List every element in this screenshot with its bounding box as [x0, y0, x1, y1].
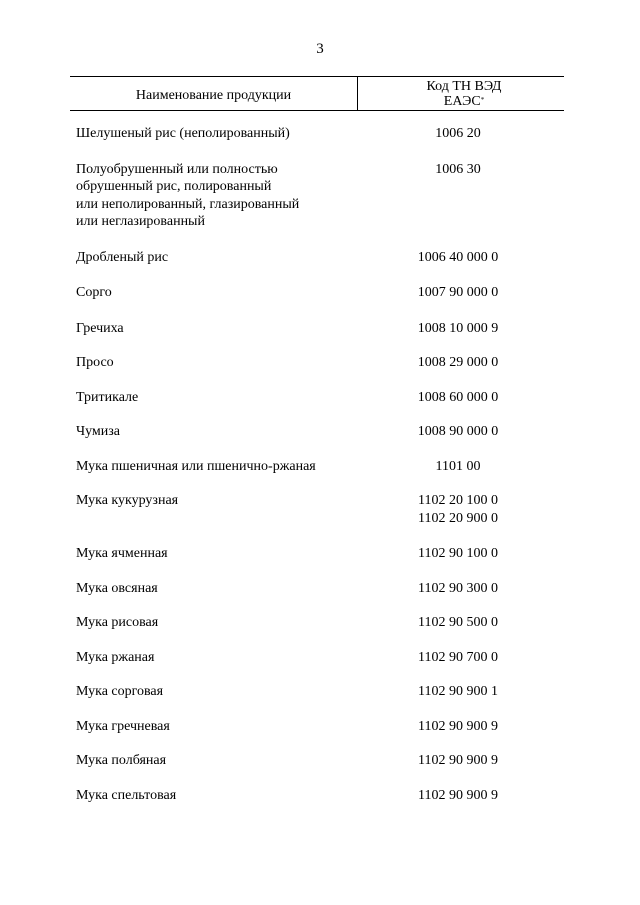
- table-row: [76, 718, 564, 736]
- product-code-line: 1006 20: [435, 126, 481, 141]
- table-row: [76, 614, 564, 632]
- table-row: [76, 249, 564, 267]
- product-code: [358, 458, 564, 476]
- product-code-line: 1102 20 100 0: [418, 493, 498, 508]
- product-name-line: Мука ячменная: [76, 546, 168, 561]
- product-name-line: Мука полбяная: [76, 753, 167, 768]
- product-code: [358, 492, 564, 527]
- product-name-line: Мука рисовая: [76, 615, 159, 630]
- product-name: [76, 320, 358, 338]
- product-name: [76, 125, 358, 143]
- product-name: [76, 545, 358, 563]
- product-code-line: 1102 90 300 0: [418, 580, 498, 596]
- table-row: [76, 354, 564, 372]
- product-code: [358, 683, 564, 701]
- product-name-line: Мука сорговая: [76, 684, 164, 699]
- product-code-line: 1008 10 000 9: [417, 320, 499, 336]
- product-name: [76, 423, 358, 441]
- product-code-line: 1102 90 900 1: [418, 684, 498, 699]
- product-code: [358, 580, 564, 598]
- table-row: [76, 580, 564, 598]
- product-name-line: Гречиха: [76, 320, 124, 336]
- product-name: [76, 649, 358, 667]
- product-name: [76, 284, 358, 302]
- product-code-line: 1102 90 100 0: [418, 546, 498, 561]
- page-number: 3: [316, 41, 324, 57]
- table-row: [76, 683, 564, 701]
- product-name: [76, 580, 358, 598]
- product-code-line: 1006 40 000 0: [417, 249, 499, 265]
- product-name-line: или неглазированный: [76, 214, 205, 229]
- product-code: [358, 354, 564, 372]
- table-header: [70, 76, 564, 111]
- header-code-line2: ЕАЭС*: [443, 93, 485, 109]
- table-row: [76, 161, 564, 231]
- table-row: [76, 458, 564, 476]
- header-product-code: [358, 77, 564, 110]
- table-row: [76, 492, 564, 527]
- product-code-line: 1102 90 500 0: [418, 615, 498, 630]
- product-name-line: Просо: [76, 355, 114, 370]
- product-name-line: Мука спельтовая: [76, 787, 177, 803]
- table-row: [76, 423, 564, 441]
- product-name-line: Сорго: [76, 285, 112, 300]
- product-code-line: 1101 00: [435, 458, 481, 474]
- product-code: [358, 718, 564, 736]
- product-name: [76, 752, 358, 770]
- product-name: [76, 718, 358, 736]
- footnote-mark: *: [480, 95, 485, 104]
- product-code: [358, 389, 564, 407]
- product-name-line: или неполированный, глазированный: [76, 196, 300, 212]
- product-name-line: Мука ржаная: [76, 649, 155, 665]
- product-code: [358, 320, 564, 338]
- table-row: [76, 320, 564, 338]
- product-code-line: 1008 29 000 0: [417, 355, 499, 370]
- product-name-line: Мука кукурузная: [76, 493, 179, 508]
- product-code: [358, 284, 564, 302]
- product-code: [358, 423, 564, 441]
- product-name-line: обрушенный рис, полированный: [76, 179, 272, 194]
- product-code-line: 1102 90 900 9: [418, 787, 498, 803]
- product-name-line: Тритикале: [76, 389, 139, 405]
- product-code: [358, 649, 564, 667]
- product-name: [76, 389, 358, 407]
- product-code-line: 1102 20 900 0: [418, 510, 498, 526]
- product-name-line: Мука пшеничная или пшенично-ржаная: [76, 458, 316, 474]
- product-code: [358, 161, 564, 231]
- product-name: [76, 787, 358, 805]
- table-row: [76, 752, 564, 770]
- product-code: [358, 125, 564, 143]
- table-row: [76, 389, 564, 407]
- product-code-line: 1102 90 900 9: [418, 753, 498, 768]
- header-code-line1: Код ТН ВЭД: [426, 78, 502, 94]
- product-code-line: 1102 90 700 0: [418, 649, 498, 665]
- product-name-line: Мука гречневая: [76, 718, 170, 734]
- product-code-line: 1006 30: [435, 161, 481, 177]
- header-product-name: Наименование продукции: [70, 77, 358, 110]
- product-code-line: 1008 60 000 0: [417, 389, 499, 405]
- table-row: [76, 125, 564, 143]
- product-name: [76, 614, 358, 632]
- table-row: [76, 649, 564, 667]
- product-name-line: Дробленый рис: [76, 249, 169, 265]
- product-name: [76, 492, 358, 527]
- table-row: [76, 284, 564, 302]
- product-name-line: Мука овсяная: [76, 580, 158, 596]
- product-name-line: Шелушеный рис (неполированный): [76, 126, 290, 141]
- product-code: [358, 249, 564, 267]
- product-code-line: 1008 90 000 0: [417, 424, 499, 439]
- table-row: [76, 787, 564, 805]
- product-code: [358, 545, 564, 563]
- product-code: [358, 787, 564, 805]
- product-code-line: 1007 90 000 0: [417, 285, 499, 300]
- product-table-body: [76, 125, 564, 821]
- table-row: [76, 545, 564, 563]
- product-code: [358, 614, 564, 632]
- product-name: [76, 683, 358, 701]
- product-name: [76, 458, 358, 476]
- product-name-line: Полуобрушенный или полностью: [76, 161, 278, 177]
- product-code: [358, 752, 564, 770]
- product-name-line: Чумиза: [76, 424, 121, 439]
- product-name: [76, 354, 358, 372]
- product-name: [76, 249, 358, 267]
- product-name: [76, 161, 358, 231]
- product-code-line: 1102 90 900 9: [418, 718, 498, 734]
